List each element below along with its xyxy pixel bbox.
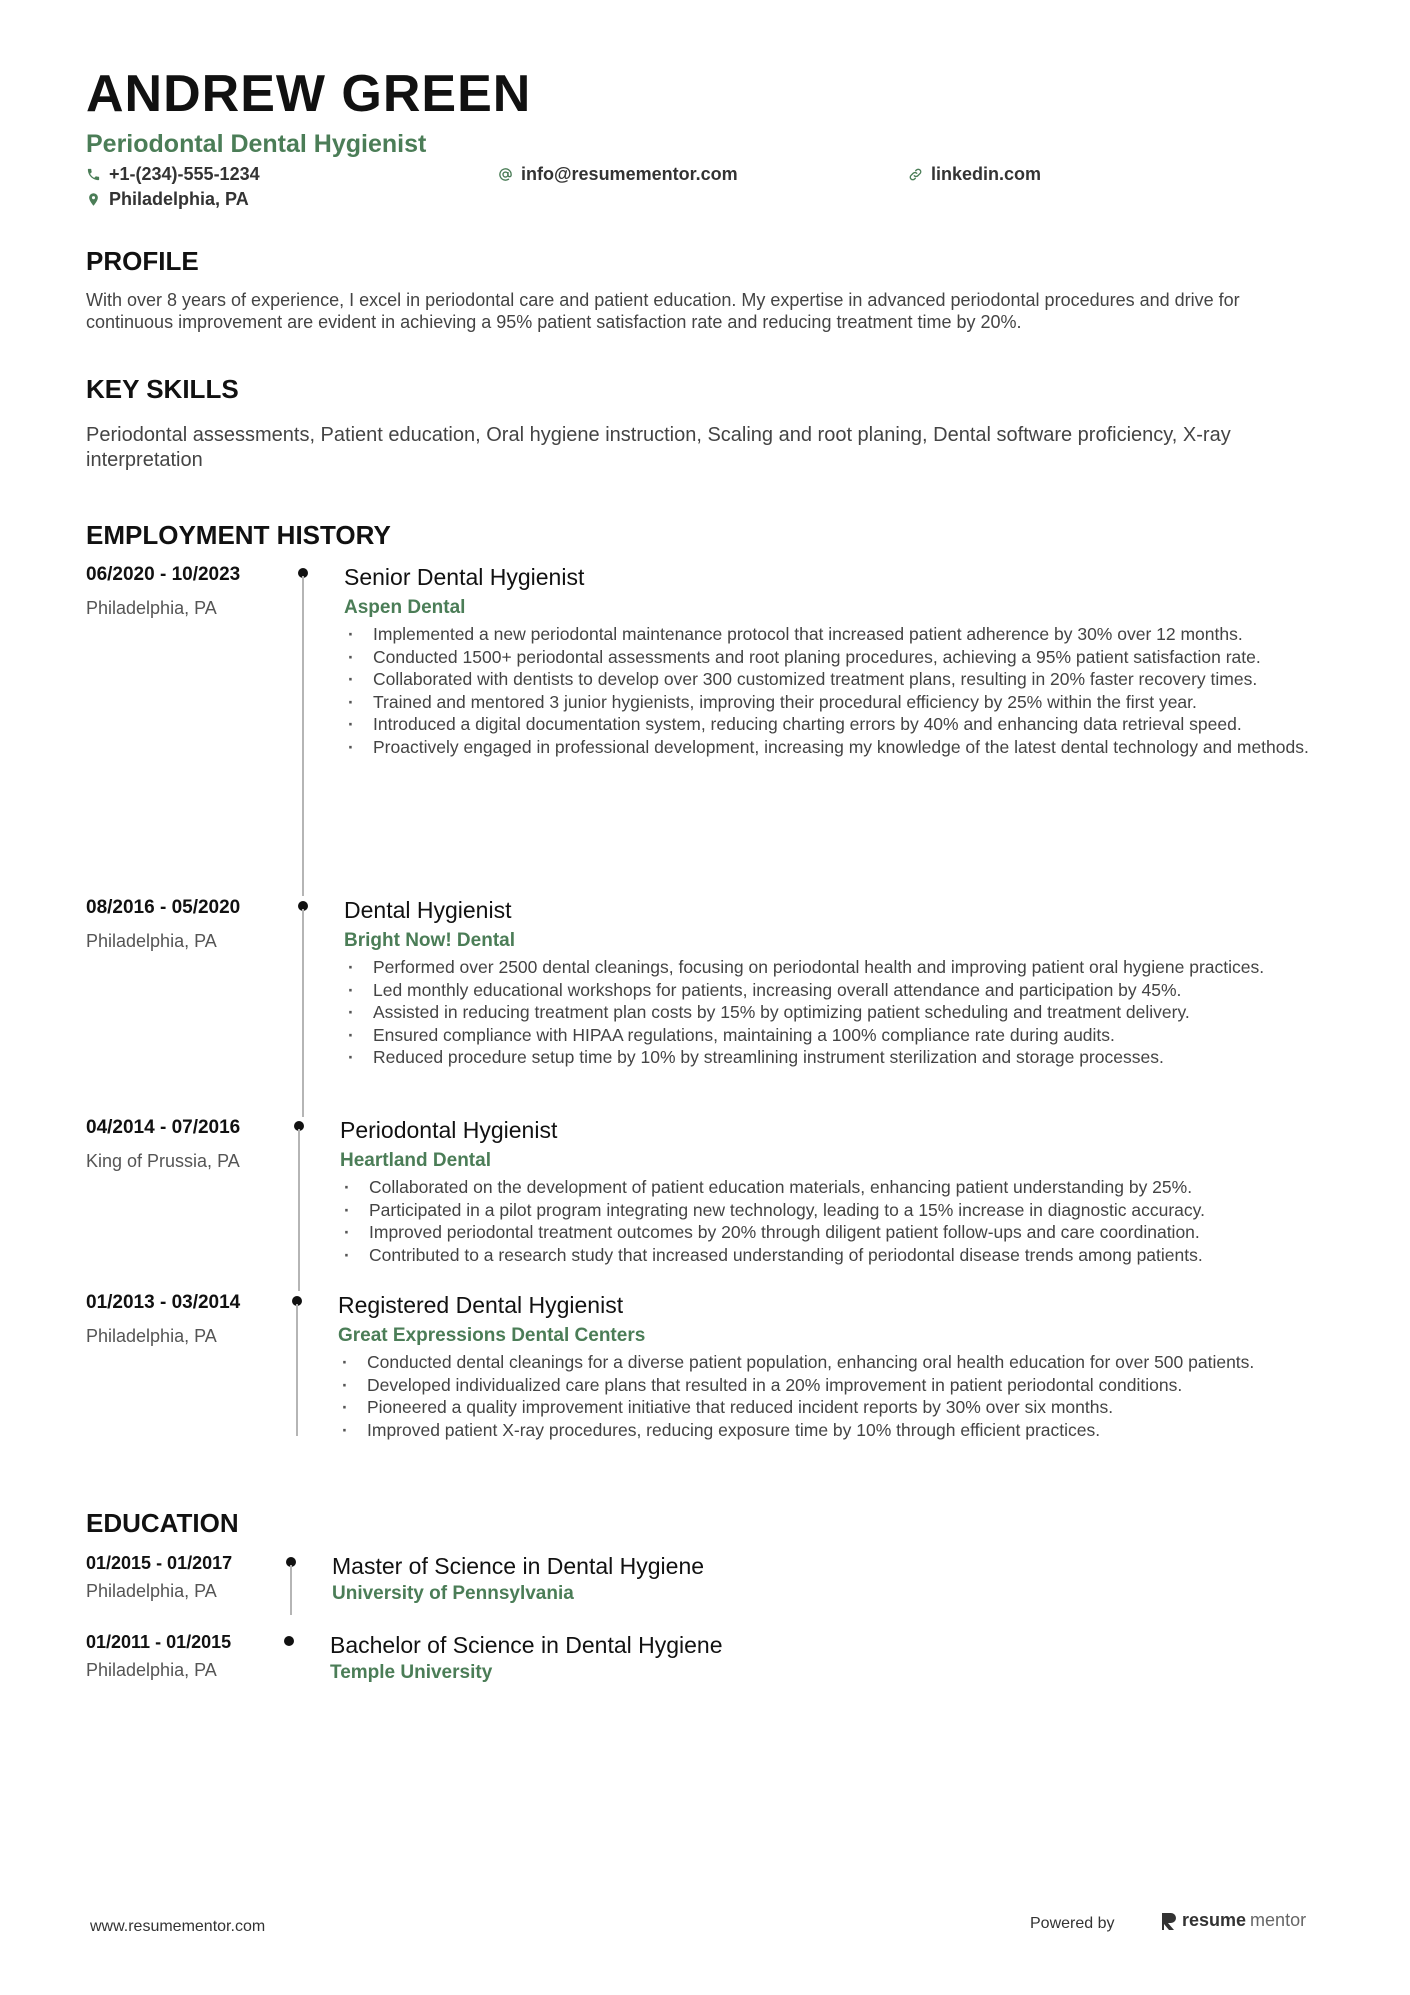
job-company: Great Expressions Dental Centers: [338, 1325, 646, 1346]
location-contact: [86, 189, 249, 210]
linkedin-text: linkedin.com: [931, 164, 1042, 184]
footer-website-link[interactable]: www.resumementor.com: [90, 1918, 266, 1935]
location-text: Philadelphia, PA: [109, 189, 249, 209]
job-location: Philadelphia, PA: [86, 1326, 217, 1346]
timeline-line: [296, 1304, 298, 1436]
skills-text: Periodontal assessments, Patient education, Oral hygiene instruction, Scaling and root planing, Dental software proficiency, X-ray interpretation: [86, 424, 1231, 471]
job-bullets: [338, 1351, 1338, 1441]
job-company: Aspen Dental: [344, 597, 466, 618]
job-title: Periodontal Dental Hygienist: [86, 130, 427, 158]
job-dates: 06/2020 - 10/2023: [86, 564, 241, 585]
job-bullet: · Ensured compliance with HIPAA regulations, maintaining a 100% compliance rate during audits.: [344, 1024, 1344, 1047]
phone-text: +1-(234)-555-1234: [109, 164, 260, 184]
job-bullets: [344, 623, 1344, 758]
job-dates: 08/2016 - 05/2020: [86, 897, 241, 918]
job-bullet: · Improved patient X-ray procedures, reducing exposure time by 10% through efficient practices.: [338, 1419, 1338, 1442]
profile-text: With over 8 years of experience, I excel in periodontal care and patient education. My expertise in advanced periodontal procedures and drive for continuous improvement are evident in achieving a 95% patient satisfaction rate and reducing treatment time by 20%.: [86, 290, 1240, 332]
timeline-dot: [284, 1636, 294, 1646]
job-bullet: · Performed over 2500 dental cleanings, focusing on periodontal health and improving patient oral hygiene practices.: [344, 956, 1344, 979]
job-bullet: · Improved periodontal treatment outcomes by 20% through diligent patient follow-ups and care coordination.: [340, 1221, 1340, 1244]
job-bullet: · Conducted dental cleanings for a diverse patient population, enhancing oral health education for over 500 patients.: [338, 1351, 1338, 1374]
job-role: Senior Dental Hygienist: [344, 564, 585, 590]
education-dates: 01/2015 - 01/2017: [86, 1553, 233, 1573]
job-company: Heartland Dental: [340, 1150, 491, 1171]
job-role: Registered Dental Hygienist: [338, 1292, 624, 1318]
brand-light-text: mentor: [1250, 1910, 1307, 1930]
resumementor-logo-icon: [1160, 1911, 1178, 1931]
skills-heading: KEY SKILLS: [86, 374, 239, 404]
email-text: info@resumementor.com: [521, 164, 738, 184]
job-bullet: · Developed individualized care plans that resulted in a 20% improvement in patient periodontal conditions.: [338, 1374, 1338, 1397]
link-icon: [908, 167, 923, 182]
job-role: Dental Hygienist: [344, 897, 512, 923]
job-bullet: · Pioneered a quality improvement initiative that reduced incident reports by 30% over six months.: [338, 1396, 1338, 1419]
job-bullet: · Participated in a pilot program integrating new technology, leading to a 15% increase in diagnostic accuracy.: [340, 1199, 1340, 1222]
timeline-line: [298, 1129, 300, 1291]
education-location: Philadelphia, PA: [86, 1581, 217, 1601]
profile-heading: PROFILE: [86, 246, 199, 276]
education-heading: EDUCATION: [86, 1508, 239, 1538]
timeline-line: [290, 1565, 292, 1615]
job-bullet: · Collaborated on the development of patient education materials, enhancing patient understanding by 25%.: [340, 1176, 1340, 1199]
job-bullet: · Implemented a new periodontal maintenance protocol that increased patient adherence by 30% over 12 months.: [344, 623, 1344, 646]
job-bullet: · Introduced a digital documentation system, reducing charting errors by 40% and enhancing data retrieval speed.: [344, 713, 1344, 736]
job-bullet: · Proactively engaged in professional development, increasing my knowledge of the latest dental technology and methods.: [344, 736, 1344, 759]
timeline-line: [302, 909, 304, 1117]
job-dates: 01/2013 - 03/2014: [86, 1292, 241, 1313]
education-location: Philadelphia, PA: [86, 1660, 217, 1680]
brand-bold-text: resume: [1182, 1910, 1247, 1930]
job-location: King of Prussia, PA: [86, 1151, 240, 1171]
education-school: University of Pennsylvania: [332, 1583, 574, 1604]
job-company: Bright Now! Dental: [344, 930, 515, 951]
job-bullet: · Conducted 1500+ periodontal assessments and root planing procedures, achieving a 95% patient satisfaction rate.: [344, 646, 1344, 669]
location-pin-icon: [86, 192, 101, 207]
email-contact[interactable]: [498, 164, 738, 185]
at-icon: [498, 167, 513, 182]
footer-brand-logo[interactable]: [1160, 1910, 1306, 1931]
job-bullet: · Assisted in reducing treatment plan costs by 15% by optimizing patient scheduling and treatment delivery.: [344, 1001, 1344, 1024]
job-bullet: · Reduced procedure setup time by 10% by streamlining instrument sterilization and storage processes.: [344, 1046, 1344, 1069]
job-dates: 04/2014 - 07/2016: [86, 1117, 241, 1138]
candidate-name: ANDREW GREEN: [86, 65, 532, 123]
education-dates: 01/2011 - 01/2015: [86, 1632, 232, 1652]
job-bullet: · Collaborated with dentists to develop over 300 customized treatment plans, resulting in 20% faster recovery times.: [344, 668, 1344, 691]
phone-icon: [86, 167, 101, 182]
education-school: Temple University: [330, 1662, 493, 1683]
phone-contact[interactable]: [86, 164, 260, 185]
job-bullets: [344, 956, 1344, 1069]
job-bullet: · Contributed to a research study that increased understanding of periodontal disease trends among patients.: [340, 1244, 1340, 1267]
education-degree: Bachelor of Science in Dental Hygiene: [330, 1632, 723, 1658]
job-bullet: · Trained and mentored 3 junior hygienists, improving their procedural efficiency by 25% within the first year.: [344, 691, 1344, 714]
job-bullet: · Led monthly educational workshops for patients, increasing overall attendance and participation by 45%.: [344, 979, 1344, 1002]
job-location: Philadelphia, PA: [86, 931, 217, 951]
job-location: Philadelphia, PA: [86, 598, 217, 618]
employment-heading: EMPLOYMENT HISTORY: [86, 520, 391, 550]
timeline-line: [302, 576, 304, 896]
education-degree: Master of Science in Dental Hygiene: [332, 1553, 705, 1579]
job-bullets: [340, 1176, 1340, 1266]
job-role: Periodontal Hygienist: [340, 1117, 558, 1143]
footer-powered-by: Powered by: [1030, 1915, 1115, 1932]
linkedin-contact[interactable]: [908, 164, 1041, 185]
